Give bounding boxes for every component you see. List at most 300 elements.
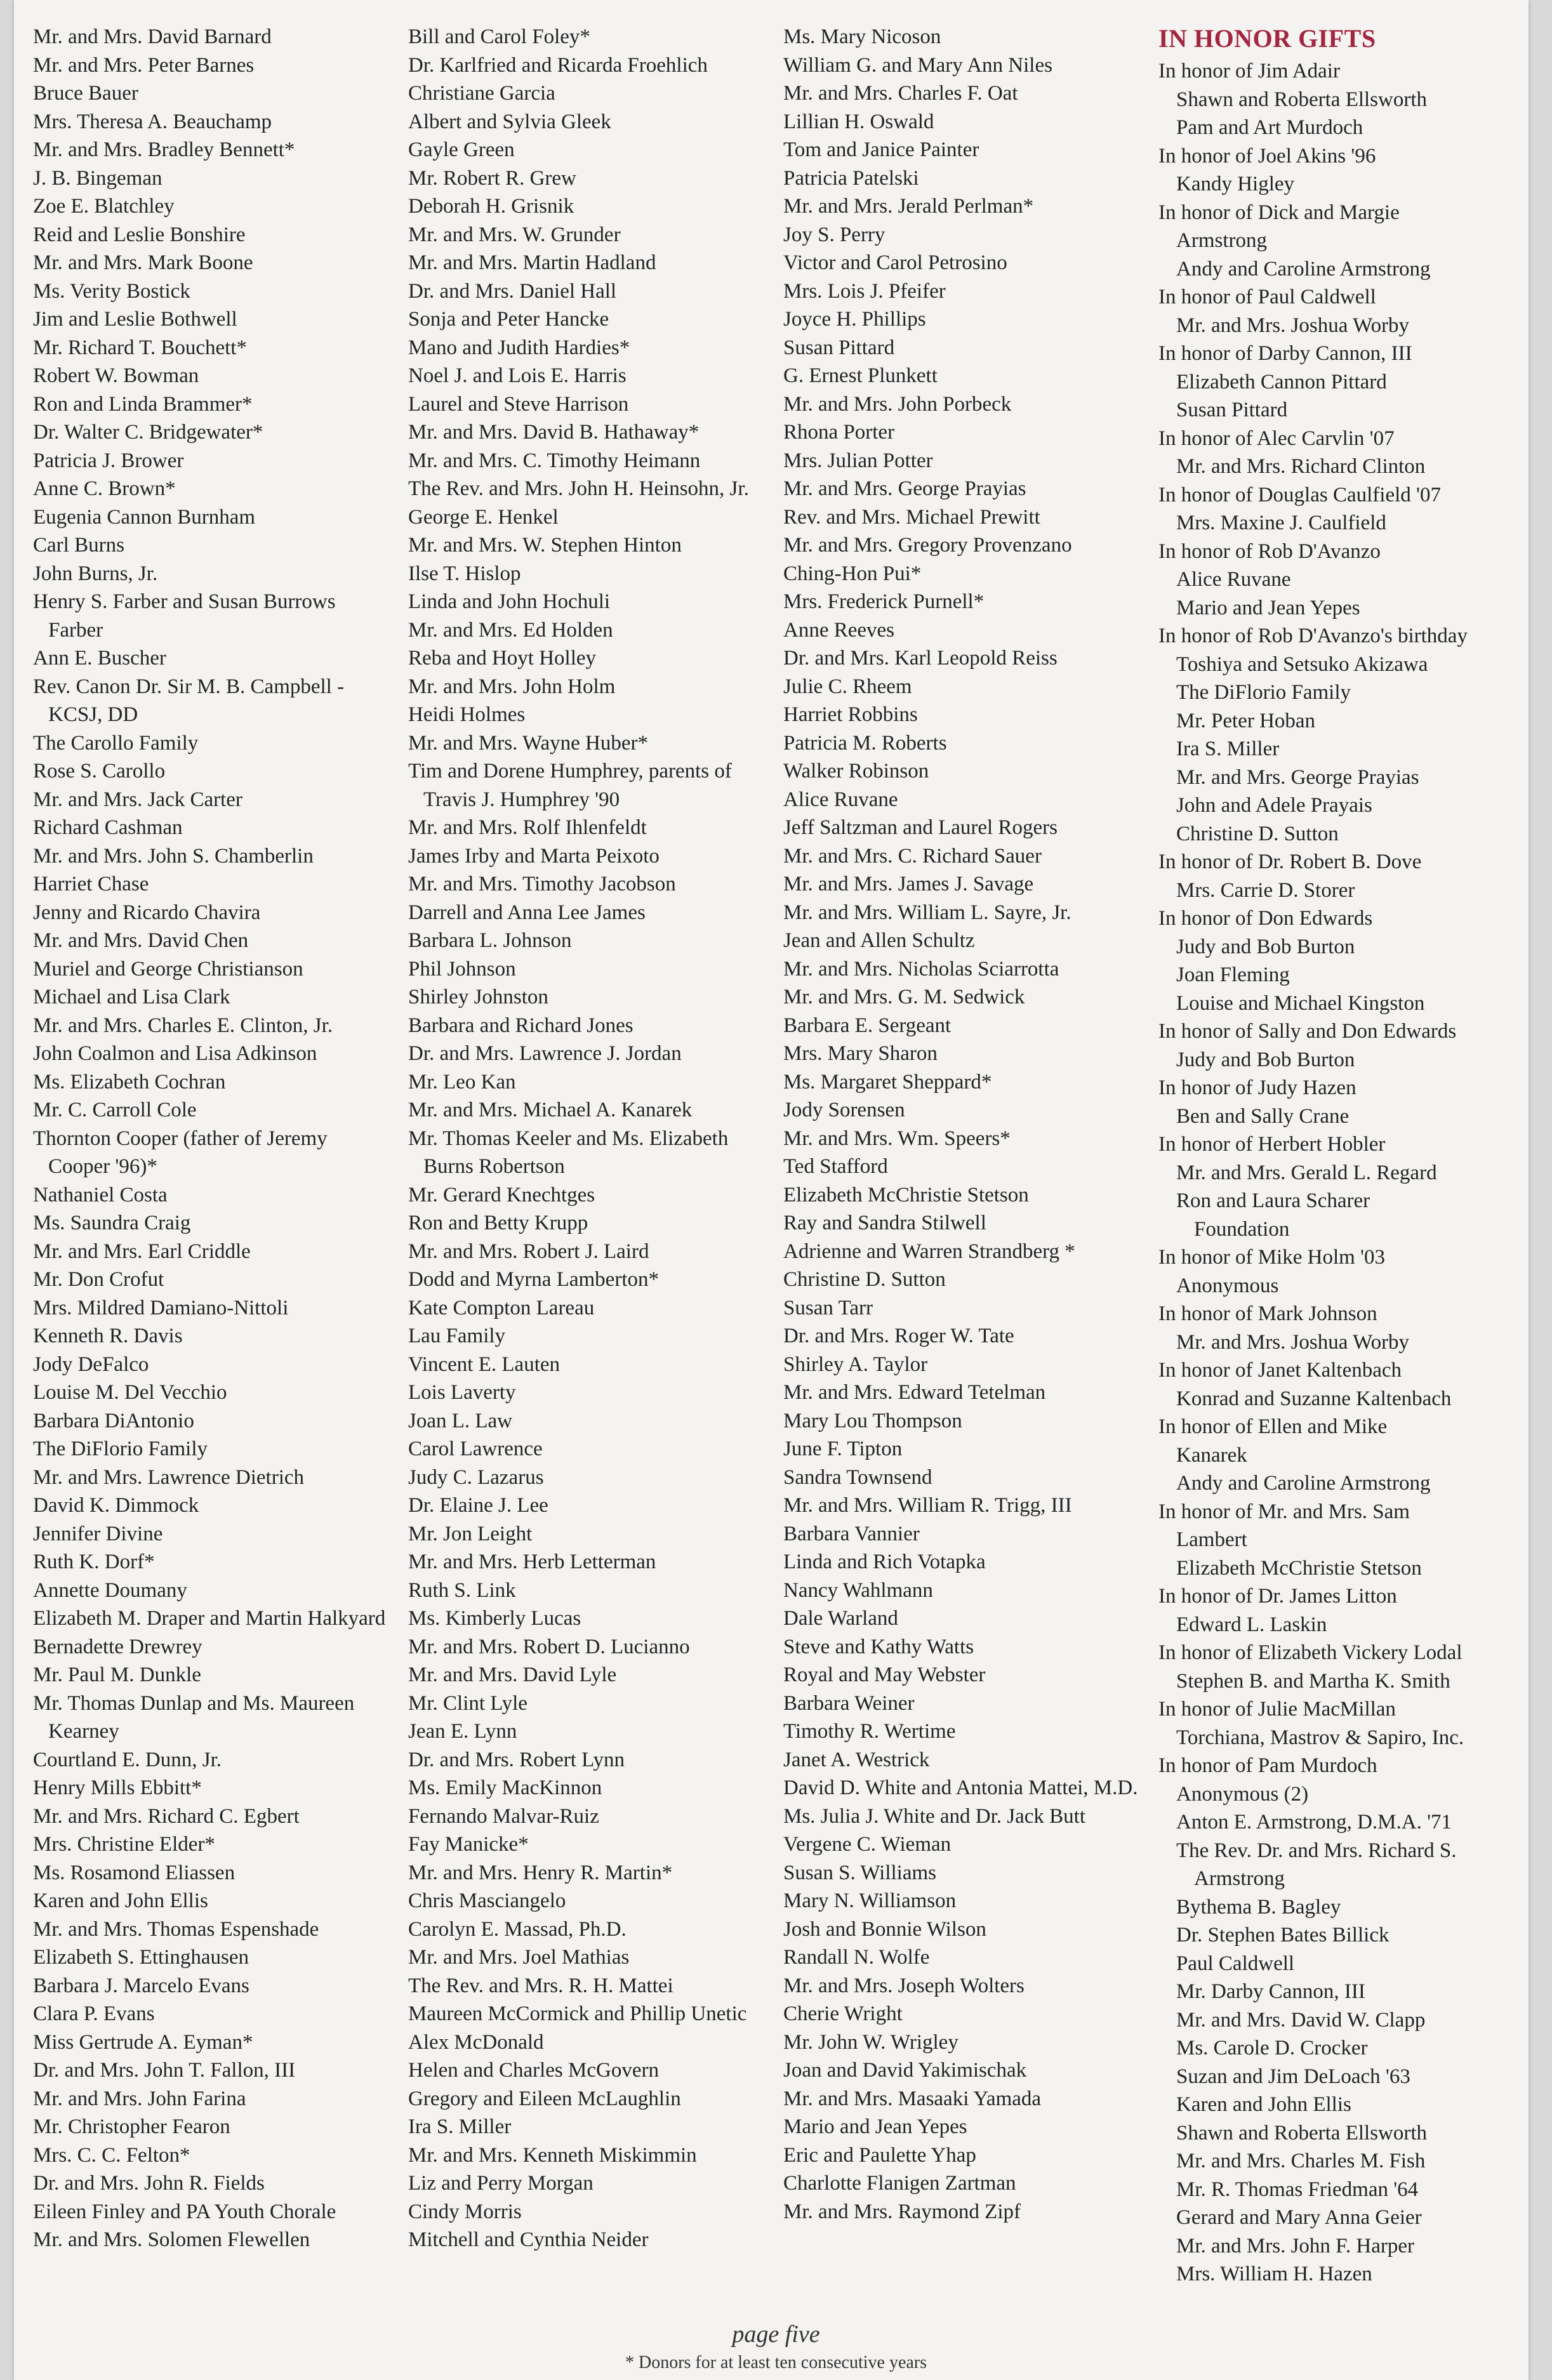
honor-gifts-list xyxy=(1158,57,1518,2289)
donor-name: Mr. and Mrs. Raymond Zipf xyxy=(783,2200,1021,2223)
donor-name: The DiFlorio Family xyxy=(33,1438,208,1460)
donor-name: Nathaniel Costa xyxy=(33,1183,168,1207)
honor-donor-name: Karen and John Ellis xyxy=(1176,2093,1351,2116)
donor-name: Ray and Sandra Stilwell xyxy=(783,1212,986,1234)
honor-donor-name: Mr. and Mrs. Gerald L. Regard xyxy=(1176,1161,1437,1184)
donor-name: Randall N. Wolfe xyxy=(783,1946,930,1969)
honor-donor-name: Judy and Bob Burton xyxy=(1176,935,1355,958)
honor-donor-name: Mr. and Mrs. Charles M. Fish xyxy=(1176,2150,1426,2172)
donor-name: Dr. and Mrs. Robert Lynn xyxy=(408,1748,625,1771)
honor-donor-name: Ms. Carole D. Crocker xyxy=(1176,2037,1368,2059)
donor-name: Richard Cashman xyxy=(33,816,183,839)
donor-name: Susan Tarr xyxy=(783,1296,873,1319)
donor-name: Mrs. Christine Elder* xyxy=(33,1833,215,1856)
donor-name: Mr. and Mrs. Robert D. Lucianno xyxy=(408,1635,690,1658)
honor-donor-name: Mr. and Mrs. Joshua Worby xyxy=(1176,1330,1410,1354)
donor-name: Mr. and Mrs. William R. Trigg, III xyxy=(783,1494,1072,1517)
honor-donor-name: Foundation xyxy=(1194,1217,1290,1241)
donor-name: Victor and Carol Petrosino xyxy=(783,251,1007,274)
honoree-line: In honor of Janet Kaltenbach xyxy=(1158,1359,1402,1382)
donor-name: Ms. Rosamond Eliassen xyxy=(33,1861,235,1884)
donor-name: Carolyn E. Massad, Ph.D. xyxy=(408,1917,627,1941)
donor-name: Mr. and Mrs. C. Richard Sauer xyxy=(783,844,1042,868)
donor-name: Barbara and Richard Jones xyxy=(408,1014,633,1037)
honoree-line: Lambert xyxy=(1176,1528,1247,1551)
donor-name: Mr. Don Crofut xyxy=(33,1268,164,1291)
honor-donor-name: Torchiana, Mastrov & Sapiro, Inc. xyxy=(1176,1726,1464,1749)
honor-donor-name: The DiFlorio Family xyxy=(1176,681,1351,704)
donor-name: Adrienne and Warren Strandberg * xyxy=(783,1240,1075,1263)
donor-name: Fay Manicke* xyxy=(408,1833,529,1856)
donor-name: Barbara Vannier xyxy=(783,1522,920,1545)
page-sheet xyxy=(14,0,1529,2380)
page-footer xyxy=(0,2320,1552,2374)
donor-name: Mary Lou Thompson xyxy=(783,1409,962,1432)
donor-name: Mrs. Frederick Purnell* xyxy=(783,590,985,613)
donor-name: Ron and Betty Krupp xyxy=(408,1212,588,1234)
donor-name: Henry S. Farber and Susan Burrows Farber xyxy=(33,590,336,642)
donor-name: Julie C. Rheem xyxy=(783,675,912,698)
honor-donor-name: Susan Pittard xyxy=(1176,399,1288,421)
honor-donor-name: Armstrong xyxy=(1194,1867,1285,1890)
donor-name: Mr. and Mrs. Joseph Wolters xyxy=(783,1974,1025,1997)
honor-donor-name: Stephen B. and Martha K. Smith xyxy=(1176,1669,1450,1693)
donor-name: Lau Family xyxy=(408,1325,506,1347)
donor-name: Christiane Garcia xyxy=(408,82,555,105)
honoree-line: In honor of Dr. Robert B. Dove xyxy=(1158,850,1422,873)
donor-name: Jody Sorensen xyxy=(783,1099,905,1121)
honoree-line: In honor of Sally and Don Edwards xyxy=(1158,1020,1457,1043)
donor-name: Dr. and Mrs. Roger W. Tate xyxy=(783,1325,1014,1347)
donor-name: Anne Reeves xyxy=(783,618,895,642)
donor-name: Joan and David Yakimischak xyxy=(783,2059,1027,2082)
donor-name: Eileen Finley and PA Youth Chorale xyxy=(33,2200,336,2223)
honoree-line: In honor of Ellen and Mike xyxy=(1158,1415,1388,1438)
donor-name: Dr. Karlfried and Ricarda Froehlich xyxy=(408,53,708,77)
donor-name: Michael and Lisa Clark xyxy=(33,986,230,1008)
donor-name: Reba and Hoyt Holley xyxy=(408,647,597,670)
honor-donor-name: Louise and Michael Kingston xyxy=(1176,991,1425,1015)
donor-name: Barbara Weiner xyxy=(783,1691,915,1715)
donor-name: Mr. and Mrs. John Holm xyxy=(408,675,616,698)
donor-name: Mr. and Mrs. Joel Mathias xyxy=(408,1946,630,1969)
donor-name: Mr. and Mrs. Kenneth Miskimmin xyxy=(408,2143,697,2167)
donor-name: Gayle Green xyxy=(408,138,515,161)
donor-name: Mr. and Mrs. Masaaki Yamada xyxy=(783,2087,1042,2110)
honor-donor-name: Elizabeth McChristie Stetson xyxy=(1176,1556,1422,1580)
honor-donor-name: Mrs. Maxine J. Caulfield xyxy=(1176,512,1386,534)
donor-name: Timothy R. Wertime xyxy=(783,1720,956,1743)
honoree-line: In honor of Elizabeth Vickery Lodal xyxy=(1158,1641,1462,1664)
donor-name: Mr. and Mrs. W. Grunder xyxy=(408,223,621,246)
donor-name: Dale Warland xyxy=(783,1607,898,1630)
donor-name: Vergene C. Wieman xyxy=(783,1833,952,1856)
donor-name: David K. Dimmock xyxy=(33,1494,199,1517)
donor-name: Mr. and Mrs. David Lyle xyxy=(408,1663,617,1686)
donor-name: Elizabeth S. Ettinghausen xyxy=(33,1946,249,1969)
donor-name: Mr. and Mrs. David Barnard xyxy=(33,25,272,48)
donor-name: Susan S. Williams xyxy=(783,1861,937,1884)
donor-name: Zoe E. Blatchley xyxy=(33,195,175,218)
donor-name: Vincent E. Lauten xyxy=(408,1352,560,1376)
donor-name: Reid and Leslie Bonshire xyxy=(33,223,246,246)
donor-name: Ilse T. Hislop xyxy=(408,562,521,585)
honor-donor-name: Andy and Caroline Armstrong xyxy=(1176,1472,1431,1495)
donor-name: Mr. and Mrs. George Prayias xyxy=(783,477,1026,500)
honor-gifts-column xyxy=(1158,23,1518,2333)
footnote: * Donors for at least ten consecutive years xyxy=(625,2353,927,2372)
donor-name: Mr. and Mrs. Richard C. Egbert xyxy=(33,1804,300,1828)
honor-donor-name: Bythema B. Bagley xyxy=(1176,1895,1341,1919)
donor-name: Ted Stafford xyxy=(783,1155,888,1178)
donor-name: Alice Ruvane xyxy=(783,788,898,811)
donor-name: Ms. Julia J. White and Dr. Jack Butt xyxy=(783,1804,1086,1828)
donor-name: Rev. Canon Dr. Sir M. B. Campbell - KCSJ, DD xyxy=(33,675,345,726)
donor-name: Ms. Margaret Sheppard* xyxy=(783,1070,992,1094)
honor-gifts-heading: IN HONOR GIFTS xyxy=(1158,24,1376,53)
donor-name: Mr. John W. Wrigley xyxy=(783,2030,958,2054)
donor-name: Janet A. Westrick xyxy=(783,1748,930,1771)
donor-name: Courtland E. Dunn, Jr. xyxy=(33,1748,222,1771)
donor-name: Cherie Wright xyxy=(783,2002,903,2025)
donor-name: Barbara L. Johnson xyxy=(408,929,572,952)
donor-name: Mr. and Mrs. Michael A. Kanarek xyxy=(408,1099,693,1121)
donor-name: Bill and Carol Foley* xyxy=(408,25,590,48)
donor-name: Fernando Malvar-Ruiz xyxy=(408,1804,599,1828)
honor-donor-name: Mr. Darby Cannon, III xyxy=(1176,1980,1365,2003)
honor-donor-name: Paul Caldwell xyxy=(1176,1952,1295,1975)
honor-donor-name: Mrs. Carrie D. Storer xyxy=(1176,878,1355,902)
donor-name: Rhona Porter xyxy=(783,421,895,444)
donor-name: Carl Burns xyxy=(33,534,124,557)
donor-name: Dr. Elaine J. Lee xyxy=(408,1494,548,1517)
honor-donor-name: Mr. and Mrs. Richard Clinton xyxy=(1176,455,1426,478)
donor-name: Mr. and Mrs. William L. Sayre, Jr. xyxy=(783,901,1071,924)
honoree-line: In honor of Mike Holm '03 xyxy=(1158,1246,1385,1269)
donor-name: John Burns, Jr. xyxy=(33,562,158,585)
donor-name: Mr. and Mrs. John Porbeck xyxy=(783,392,1012,416)
donor-columns xyxy=(33,23,1518,2333)
donor-name: Mr. and Mrs. Herb Letterman xyxy=(408,1550,656,1573)
donor-name: Patricia J. Brower xyxy=(33,449,184,472)
donor-name: Rev. and Mrs. Michael Prewitt xyxy=(783,505,1040,529)
donor-name: Liz and Perry Morgan xyxy=(408,2172,594,2195)
donor-name: Lillian H. Oswald xyxy=(783,110,934,133)
donor-name: Ron and Linda Brammer* xyxy=(33,392,253,416)
donor-name: Mr. and Mrs. Nicholas Sciarrotta xyxy=(783,957,1059,981)
honor-donor-name: Mr. and Mrs. Joshua Worby xyxy=(1176,314,1410,337)
donor-name: The Rev. and Mrs. R. H. Mattei xyxy=(408,1974,673,1997)
donor-name: Mr. and Mrs. David B. Hathaway* xyxy=(408,421,700,444)
honoree-line: In honor of Don Edwards xyxy=(1158,907,1373,930)
donor-name: Ruth K. Dorf* xyxy=(33,1550,155,1573)
donor-name: Charlotte Flanigen Zartman xyxy=(783,2172,1016,2195)
donor-name: Mario and Jean Yepes xyxy=(783,2115,967,2138)
donor-column-3 xyxy=(783,23,1143,2333)
donor-name: Barbara J. Marcelo Evans xyxy=(33,1974,249,1997)
donor-name: Dr. and Mrs. John T. Fallon, III xyxy=(33,2059,296,2082)
donor-name: Mr. Gerard Knechtges xyxy=(408,1183,595,1207)
honor-donor-name: Dr. Stephen Bates Billick xyxy=(1176,1924,1390,1947)
donor-name: Tom and Janice Painter xyxy=(783,138,979,161)
donor-name: Jim and Leslie Bothwell xyxy=(33,308,237,331)
donor-name: Tim and Dorene Humphrey, parents of Travis J. Humphrey '90 xyxy=(408,760,732,811)
donor-name: Mr. Leo Kan xyxy=(408,1070,516,1094)
donor-name: Linda and Rich Votapka xyxy=(783,1550,986,1573)
donor-name: Shirley A. Taylor xyxy=(783,1352,928,1376)
honoree-line: In honor of Dr. James Litton xyxy=(1158,1585,1397,1608)
donor-name: Deborah H. Grisnik xyxy=(408,195,574,218)
honor-donor-name: Mr. and Mrs. David W. Clapp xyxy=(1176,2008,1426,2032)
donor-name: Kenneth R. Davis xyxy=(33,1325,183,1347)
donor-name: Jeff Saltzman and Laurel Rogers xyxy=(783,816,1058,839)
honor-donor-name: Shawn and Roberta Ellsworth xyxy=(1176,88,1428,111)
honoree-line: In honor of Alec Carvlin '07 xyxy=(1158,426,1395,450)
donor-name: John Coalmon and Lisa Adkinson xyxy=(33,1042,317,1065)
honor-donor-name: Anonymous xyxy=(1176,1274,1279,1297)
donor-name: Elizabeth M. Draper and Martin Halkyard xyxy=(33,1607,386,1630)
donor-name: Mr. and Mrs. Wm. Speers* xyxy=(783,1127,1011,1150)
donor-name: Sandra Townsend xyxy=(783,1465,932,1489)
donor-name: Mano and Judith Hardies* xyxy=(408,336,630,359)
honor-donor-name: Mario and Jean Yepes xyxy=(1176,596,1360,619)
donor-name: Mr. and Mrs. Edward Tetelman xyxy=(783,1381,1046,1404)
donor-name: Mr. C. Carroll Cole xyxy=(33,1099,197,1121)
donor-name: The Rev. and Mrs. John H. Heinsohn, Jr. xyxy=(408,477,749,500)
donor-name: Jean and Allen Schultz xyxy=(783,929,975,952)
donor-name: Muriel and George Christianson xyxy=(33,957,303,981)
honor-donor-name: Suzan and Jim DeLoach '63 xyxy=(1176,2065,1410,2088)
donor-name: Mr. and Mrs. Jerald Perlman* xyxy=(783,195,1034,218)
honoree-line: In honor of Rob D'Avanzo's birthday xyxy=(1158,625,1468,647)
donor-name: Jody DeFalco xyxy=(33,1352,149,1376)
donor-name: Mrs. Lois J. Pfeifer xyxy=(783,279,946,303)
donor-name: Mary N. Williamson xyxy=(783,1889,957,1912)
donor-name: Laurel and Steve Harrison xyxy=(408,392,629,416)
honor-donor-name: Alice Ruvane xyxy=(1176,568,1291,591)
donor-name: June F. Tipton xyxy=(783,1438,903,1460)
donor-name: Mr. and Mrs. C. Timothy Heimann xyxy=(408,449,701,472)
donor-name: Ira S. Miller xyxy=(408,2115,512,2138)
donor-name: Bernadette Drewrey xyxy=(33,1635,202,1658)
donor-name: Ms. Mary Nicoson xyxy=(783,25,941,48)
honoree-line: In honor of Mark Johnson xyxy=(1158,1302,1377,1325)
honor-donor-name: Anonymous (2) xyxy=(1176,1782,1309,1806)
honoree-line: Armstrong xyxy=(1176,229,1267,252)
honor-donor-name: Pam and Art Murdoch xyxy=(1176,116,1363,139)
donor-name: Mr. Thomas Dunlap and Ms. Maureen Kearney xyxy=(33,1691,355,1743)
honor-donor-name: Andy and Caroline Armstrong xyxy=(1176,257,1431,281)
donor-name: Mr. Clint Lyle xyxy=(408,1691,527,1715)
donor-name: Carol Lawrence xyxy=(408,1438,543,1460)
honor-donor-name: Toshiya and Setsuko Akizawa xyxy=(1176,652,1428,676)
donor-name: Ms. Verity Bostick xyxy=(33,279,190,303)
honor-donor-name: Christine D. Sutton xyxy=(1176,822,1339,845)
donor-name: Mr. Paul M. Dunkle xyxy=(33,1663,201,1686)
donor-name: Mrs. Mildred Damiano-Nittoli xyxy=(33,1296,289,1319)
honoree-line: In honor of Rob D'Avanzo xyxy=(1158,539,1381,563)
donor-list xyxy=(408,23,768,2254)
donor-name: Mr. Christopher Fearon xyxy=(33,2115,230,2138)
donor-name: Mr. Robert R. Grew xyxy=(408,166,576,190)
donor-name: The Carollo Family xyxy=(33,731,199,755)
donor-name: Dr. and Mrs. John R. Fields xyxy=(33,2172,265,2195)
donor-name: Christine D. Sutton xyxy=(783,1268,946,1291)
donor-name: Joyce H. Phillips xyxy=(783,308,926,331)
honor-donor-name: The Rev. Dr. and Mrs. Richard S. xyxy=(1176,1839,1457,1862)
donor-name: Gregory and Eileen McLaughlin xyxy=(408,2087,681,2110)
donor-name: Bruce Bauer xyxy=(33,82,138,105)
donor-name: Mrs. Theresa A. Beauchamp xyxy=(33,110,272,133)
donor-name: Susan Pittard xyxy=(783,336,895,359)
honor-donor-name: Konrad and Suzanne Kaltenbach xyxy=(1176,1387,1452,1410)
honor-donor-name: Joan Fleming xyxy=(1176,963,1290,986)
donor-name: Karen and John Ellis xyxy=(33,1889,208,1912)
donor-name: Kate Compton Lareau xyxy=(408,1296,595,1319)
donor-name: Nancy Wahlmann xyxy=(783,1578,933,1602)
donor-name: Dr. and Mrs. Karl Leopold Reiss xyxy=(783,647,1058,670)
donor-name: Ann E. Buscher xyxy=(33,647,166,670)
honor-donor-name: Elizabeth Cannon Pittard xyxy=(1176,370,1387,393)
donor-name: Harriet Chase xyxy=(33,873,149,896)
donor-name: Mr. and Mrs. Charles E. Clinton, Jr. xyxy=(33,1014,333,1037)
donor-name: Judy C. Lazarus xyxy=(408,1465,544,1489)
donor-name: Mr. and Mrs. Jack Carter xyxy=(33,788,242,811)
honoree-line: Kanarek xyxy=(1176,1443,1247,1467)
donor-name: Mr. Richard T. Bouchett* xyxy=(33,336,247,359)
donor-name: Mitchell and Cynthia Neider xyxy=(408,2228,649,2251)
donor-name: Sonja and Peter Hancke xyxy=(408,308,609,331)
donor-name: Phil Johnson xyxy=(408,957,516,981)
donor-name: Thornton Cooper (father of Jeremy Cooper '96)* xyxy=(33,1127,328,1178)
donor-name: Ms. Saundra Craig xyxy=(33,1212,191,1234)
donor-name: Mrs. Mary Sharon xyxy=(783,1042,938,1065)
donor-name: Alex McDonald xyxy=(408,2030,544,2054)
donor-name: Eugenia Cannon Burnham xyxy=(33,505,256,529)
donor-name: Mr. and Mrs. Martin Hadland xyxy=(408,251,656,274)
donor-name: Mr. and Mrs. G. M. Sedwick xyxy=(783,986,1025,1008)
donor-name: David D. White and Antonia Mattei, M.D. xyxy=(783,1776,1138,1799)
donor-name: Lois Laverty xyxy=(408,1381,516,1404)
donor-name: Ms. Kimberly Lucas xyxy=(408,1607,581,1630)
honoree-line: In honor of Mr. and Mrs. Sam xyxy=(1158,1500,1410,1523)
donor-name: Helen and Charles McGovern xyxy=(408,2059,659,2082)
donor-name: G. Ernest Plunkett xyxy=(783,364,938,387)
honor-donor-name: Edward L. Laskin xyxy=(1176,1613,1327,1636)
donor-name: Royal and May Webster xyxy=(783,1663,986,1686)
donor-name: Ching-Hon Pui* xyxy=(783,562,922,585)
donor-name: Mr. and Mrs. Thomas Espenshade xyxy=(33,1917,319,1941)
donor-name: James Irby and Marta Peixoto xyxy=(408,844,660,868)
donor-column-2 xyxy=(408,23,768,2333)
honoree-line: In honor of Jim Adair xyxy=(1158,60,1340,83)
donor-name: Chris Masciangelo xyxy=(408,1889,566,1912)
donor-name: Mr. and Mrs. W. Stephen Hinton xyxy=(408,534,682,557)
donor-list xyxy=(783,23,1143,2226)
donor-name: Dr. Walter C. Bridgewater* xyxy=(33,421,263,444)
page-number-label: page five xyxy=(732,2321,820,2348)
honoree-line: In honor of Douglas Caulfield '07 xyxy=(1158,483,1441,506)
donor-name: Mr. and Mrs. Gregory Provenzano xyxy=(783,534,1072,557)
donor-name: Patricia M. Roberts xyxy=(783,731,947,755)
honor-donor-name: Ben and Sally Crane xyxy=(1176,1104,1350,1128)
honor-donor-name: Mr. R. Thomas Friedman '64 xyxy=(1176,2178,1419,2201)
donor-name: Joy S. Perry xyxy=(783,223,885,246)
donor-name: Anne C. Brown* xyxy=(33,477,176,500)
donor-name: Harriet Robbins xyxy=(783,703,918,726)
donor-name: Mr. and Mrs. Earl Criddle xyxy=(33,1240,251,1263)
donor-column-1 xyxy=(33,23,393,2333)
donor-name: Mr. and Mrs. Mark Boone xyxy=(33,251,253,274)
donor-name: Dodd and Myrna Lamberton* xyxy=(408,1268,659,1291)
honor-donor-name: Kandy Higley xyxy=(1176,173,1295,195)
donor-name: Cindy Morris xyxy=(408,2200,522,2223)
donor-name: Mr. and Mrs. Peter Barnes xyxy=(33,53,255,77)
donor-name: Noel J. and Lois E. Harris xyxy=(408,364,627,387)
donor-name: Shirley Johnston xyxy=(408,986,548,1008)
donor-name: Albert and Sylvia Gleek xyxy=(408,110,611,133)
donor-name: Dr. and Mrs. Daniel Hall xyxy=(408,279,617,303)
donor-name: Mr. and Mrs. Henry R. Martin* xyxy=(408,1861,673,1884)
donor-name: Steve and Kathy Watts xyxy=(783,1635,974,1658)
donor-name: Heidi Holmes xyxy=(408,703,526,726)
donor-name: Patricia Patelski xyxy=(783,166,919,190)
donor-name: J. B. Bingeman xyxy=(33,166,162,190)
honoree-line: In honor of Dick and Margie xyxy=(1158,201,1400,224)
donor-name: Dr. and Mrs. Lawrence J. Jordan xyxy=(408,1042,682,1065)
donor-name: Annette Doumany xyxy=(33,1578,187,1602)
donor-name: Mr. and Mrs. Wayne Huber* xyxy=(408,731,649,755)
honor-donor-name: Mr. and Mrs. George Prayias xyxy=(1176,765,1419,789)
donor-name: Barbara E. Sergeant xyxy=(783,1014,952,1037)
donor-name: Ms. Emily MacKinnon xyxy=(408,1776,602,1799)
donor-name: Henry Mills Ebbitt* xyxy=(33,1776,202,1799)
donor-name: Louise M. Del Vecchio xyxy=(33,1381,227,1404)
honor-donor-name: Judy and Bob Burton xyxy=(1176,1048,1355,1071)
donor-name: Mr. Jon Leight xyxy=(408,1522,533,1545)
honor-donor-name: Ron and Laura Scharer xyxy=(1176,1189,1370,1212)
donor-name: Mr. and Mrs. Lawrence Dietrich xyxy=(33,1465,305,1489)
donor-name: Mr. and Mrs. Timothy Jacobson xyxy=(408,873,676,896)
donor-name: Joan L. Law xyxy=(408,1409,513,1432)
honor-donor-name: Mr. Peter Hoban xyxy=(1176,709,1316,732)
donor-name: Jean E. Lynn xyxy=(408,1720,517,1743)
donor-name: Eric and Paulette Yhap xyxy=(783,2143,976,2167)
donor-name: Walker Robinson xyxy=(783,760,929,783)
donor-name: Mr. and Mrs. John Farina xyxy=(33,2087,246,2110)
donor-name: Ms. Elizabeth Cochran xyxy=(33,1070,226,1094)
donor-name: Mr. and Mrs. David Chen xyxy=(33,929,249,952)
honor-donor-name: Gerard and Mary Anna Geier xyxy=(1176,2206,1422,2229)
honoree-line: In honor of Judy Hazen xyxy=(1158,1076,1356,1099)
honoree-line: In honor of Joel Akins '96 xyxy=(1158,144,1376,168)
honor-donor-name: Mrs. William H. Hazen xyxy=(1176,2263,1372,2285)
donor-name: Robert W. Bowman xyxy=(33,364,199,387)
donor-name: Mr. and Mrs. John S. Chamberlin xyxy=(33,844,314,868)
donor-name: Mrs. C. C. Felton* xyxy=(33,2143,190,2167)
donor-name: Ruth S. Link xyxy=(408,1578,516,1602)
donor-name: Darrell and Anna Lee James xyxy=(408,901,646,924)
honoree-line: In honor of Paul Caldwell xyxy=(1158,286,1376,308)
donor-name: Elizabeth McChristie Stetson xyxy=(783,1183,1029,1207)
donor-name: Linda and John Hochuli xyxy=(408,590,611,613)
donor-name: Jenny and Ricardo Chavira xyxy=(33,901,261,924)
donor-name: Mr. and Mrs. Bradley Bennett* xyxy=(33,138,295,161)
donor-name: Mr. and Mrs. Ed Holden xyxy=(408,618,613,642)
donor-name: Rose S. Carollo xyxy=(33,760,166,783)
honoree-line: In honor of Herbert Hobler xyxy=(1158,1133,1386,1156)
donor-name: Mrs. Julian Potter xyxy=(783,449,933,472)
